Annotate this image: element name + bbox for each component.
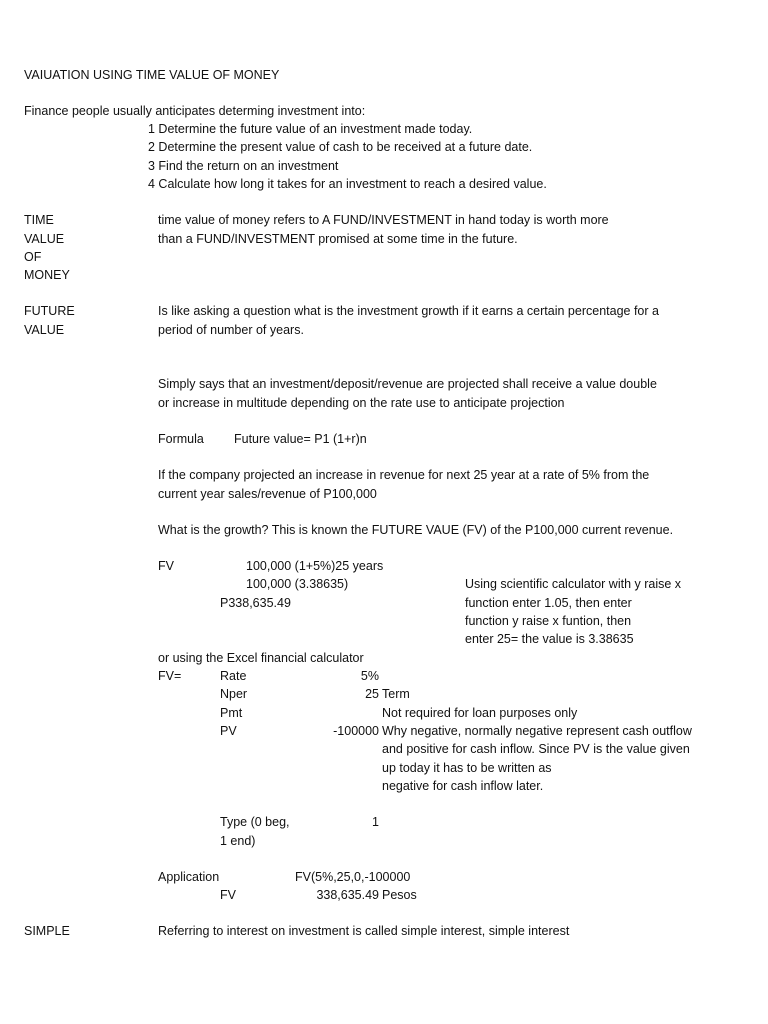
calc-step: 100,000 (3.38635) xyxy=(246,577,349,591)
intro-item: 2 Determine the present value of cash to be received at a future date. xyxy=(148,140,533,154)
excel-fv-label: FV= xyxy=(158,669,182,683)
formula-text: Future value= P1 (1+r)n xyxy=(234,432,367,446)
rate-label: Rate xyxy=(220,669,247,683)
formula-label: Formula xyxy=(158,432,204,446)
application-unit: Pesos xyxy=(382,888,417,902)
tvm-label-line: VALUE xyxy=(24,232,65,246)
type-value: 1 xyxy=(372,815,379,829)
tvm-label-line: OF xyxy=(24,250,42,264)
calc-fv-label: FV xyxy=(158,559,174,573)
scenario-line: If the company projected an increase in revenue for next 25 year at a rate of 5% from the xyxy=(158,468,650,482)
tvm-definition-line: than a FUND/INVESTMENT promised at some time in the future. xyxy=(158,232,518,246)
pv-note-line: Why negative, normally negative represent cash outflow xyxy=(382,724,692,738)
pv-note-line: and positive for cash inflow. Since PV is the value given xyxy=(382,742,690,756)
pmt-note: Not required for loan purposes only xyxy=(382,706,578,720)
intro-item: 3 Find the return on an investment xyxy=(148,159,339,173)
pv-label: PV xyxy=(220,724,237,738)
tvm-label-line: TIME xyxy=(24,213,54,227)
tvm-label-line: MONEY xyxy=(24,268,70,282)
calculator-note-line: enter 25= the value is 3.38635 xyxy=(465,632,634,646)
type-label-line: 1 end) xyxy=(220,834,256,848)
nper-note: Term xyxy=(382,687,410,701)
rate-value: 5% xyxy=(360,669,379,683)
scenario-line: current year sales/revenue of P100,000 xyxy=(158,487,377,501)
calc-result: P338,635.49 xyxy=(220,596,291,610)
fv-label-line: VALUE xyxy=(24,323,65,337)
pv-note-line: up today it has to be written as xyxy=(382,761,552,775)
intro-item: 4 Calculate how long it takes for an investment to reach a desired value. xyxy=(148,177,547,191)
application-label: Application xyxy=(158,870,220,884)
application-fv-label: FV xyxy=(220,888,236,902)
nper-value: 25 xyxy=(365,687,379,701)
document-title: VAIUATION USING TIME VALUE OF MONEY xyxy=(24,68,280,82)
growth-question: What is the growth? This is known the FUTURE VAUE (FV) of the P100,000 current revenue. xyxy=(158,523,674,537)
simple-interest-text: Referring to interest on investment is called simple interest, simple interest xyxy=(158,924,570,938)
excel-intro: or using the Excel financial calculator xyxy=(158,651,364,665)
calc-step: 100,000 (1+5%)25 years xyxy=(246,559,384,573)
calculator-note-line: function y raise x funtion, then xyxy=(465,614,632,628)
fv-definition-line: Is like asking a question what is the investment growth if it earns a certain percentage for a xyxy=(158,304,659,318)
application-value: 338,635.49 xyxy=(316,888,379,902)
application-formula: FV(5%,25,0,-100000 xyxy=(295,870,411,884)
calculator-note-line: Using scientific calculator with y raise x xyxy=(465,577,682,591)
calculator-note-line: function enter 1.05, then enter xyxy=(465,596,632,610)
intro-lead: Finance people usually anticipates determing investment into: xyxy=(24,104,366,118)
nper-label: Nper xyxy=(220,687,248,701)
fv-explanation-line: or increase in multitude depending on the rate use to anticipate projection xyxy=(158,396,565,410)
pv-note-line: negative for cash inflow later. xyxy=(382,779,544,793)
fv-definition-line: period of number of years. xyxy=(158,323,304,337)
pmt-label: Pmt xyxy=(220,706,243,720)
tvm-definition-line: time value of money refers to A FUND/INVESTMENT in hand today is worth more xyxy=(158,213,609,227)
pv-value: -100000 xyxy=(333,724,379,738)
intro-item: 1 Determine the future value of an investment made today. xyxy=(148,122,473,136)
fv-label-line: FUTURE xyxy=(24,304,75,318)
fv-explanation-line: Simply says that an investment/deposit/revenue are projected shall receive a value double xyxy=(158,377,657,391)
type-label-line: Type (0 beg, xyxy=(220,815,290,829)
simple-label: SIMPLE xyxy=(24,924,70,938)
